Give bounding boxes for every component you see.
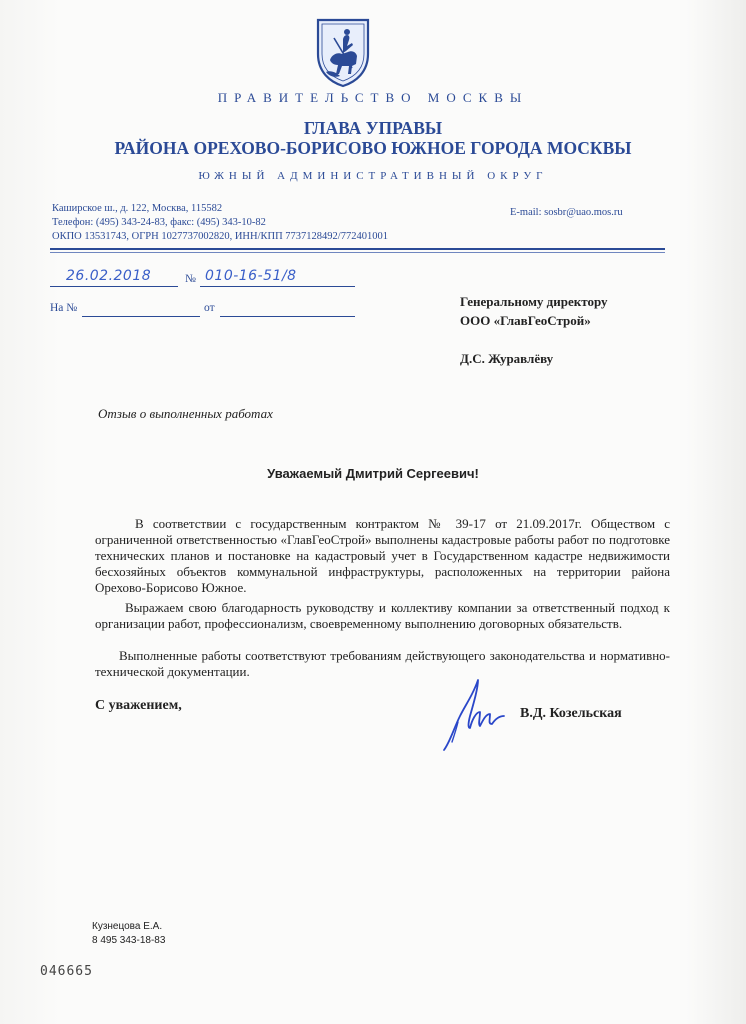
recipient-name: Д.С. Журавлёву <box>460 351 554 366</box>
executor-phone: 8 495 343-18-83 <box>92 935 166 946</box>
number-sign: № <box>185 273 196 285</box>
letter-subject: Отзыв о выполненных работах <box>98 406 273 421</box>
contact-block <box>52 202 388 244</box>
phone-fax: Телефон: (495) 343-24-83, факс: (495) 343-10-82 <box>52 217 266 228</box>
office-title-line1: ГЛАВА УПРАВЫ <box>303 118 443 138</box>
body-paragraph-3: Выполненные работы соответствуют требованиям действующего законодательства и нормативно-технической документации. <box>95 648 670 679</box>
from-label: от <box>204 302 215 314</box>
address: Каширское ш., д. 122, Москва, 115582 <box>52 203 223 214</box>
office-title-line2: РАЙОНА ОРЕХОВО-БОРИСОВО ЮЖНОЕ ГОРОДА МОСКВЫ <box>114 138 632 158</box>
handwritten-signature <box>438 672 510 758</box>
greeting: Уважаемый Дмитрий Сергеевич! <box>267 466 479 481</box>
recipient-position: Генеральному директору <box>460 294 608 309</box>
moscow-coat-of-arms-icon <box>312 16 374 88</box>
document-code: 046665 <box>40 964 93 979</box>
registry-codes: ОКПО 13531743, ОГРН 1027737002820, ИНН/КПП 7737128492/772401001 <box>52 231 388 242</box>
body-paragraph-2: Выражаем свою благодарность руководству и коллективу компании за ответственный подход к организации работ, профессионализм, своевременному выполнению договорных обязательств. <box>95 600 670 631</box>
in-reply-line <box>82 300 200 317</box>
recipient-company: ООО «ГлавГеоСтрой» <box>460 313 591 328</box>
closing: С уважением, <box>95 698 182 713</box>
outgoing-number: 010-16-51/8 <box>205 268 297 284</box>
email: E-mail: sosbr@uao.mos.ru <box>510 207 623 218</box>
in-reply-label: На № <box>50 302 78 314</box>
recipient-block <box>460 292 608 368</box>
signer-name: В.Д. Козельская <box>520 706 622 721</box>
header-divider <box>50 248 665 250</box>
body-paragraph-1: В соответствии с государственным контрактом № 39-17 от 21.09.2017г. Обществом с ограниченной ответственностью «ГлавГеоСтрой» выполнены кадастровые работы работ по подготовке технических планов и постановке на кадастровый учет в Государственном кадастре недвижимости бесхозяйных объектов коммунальной инфраструктуры, расположенных на территории района Орехово-Борисово Южное. <box>95 516 670 595</box>
district-title: ЮЖНЫЙ АДМИНИСТРАТИВНЫЙ ОКРУГ <box>198 170 548 182</box>
executor-name: Кузнецова Е.А. <box>92 921 163 932</box>
from-line <box>220 300 355 317</box>
executor-block <box>92 920 165 948</box>
outgoing-date: 26.02.2018 <box>66 268 152 284</box>
header-divider-thin <box>50 252 665 253</box>
government-title: ПРАВИТЕЛЬСТВО МОСКВЫ <box>217 90 529 105</box>
